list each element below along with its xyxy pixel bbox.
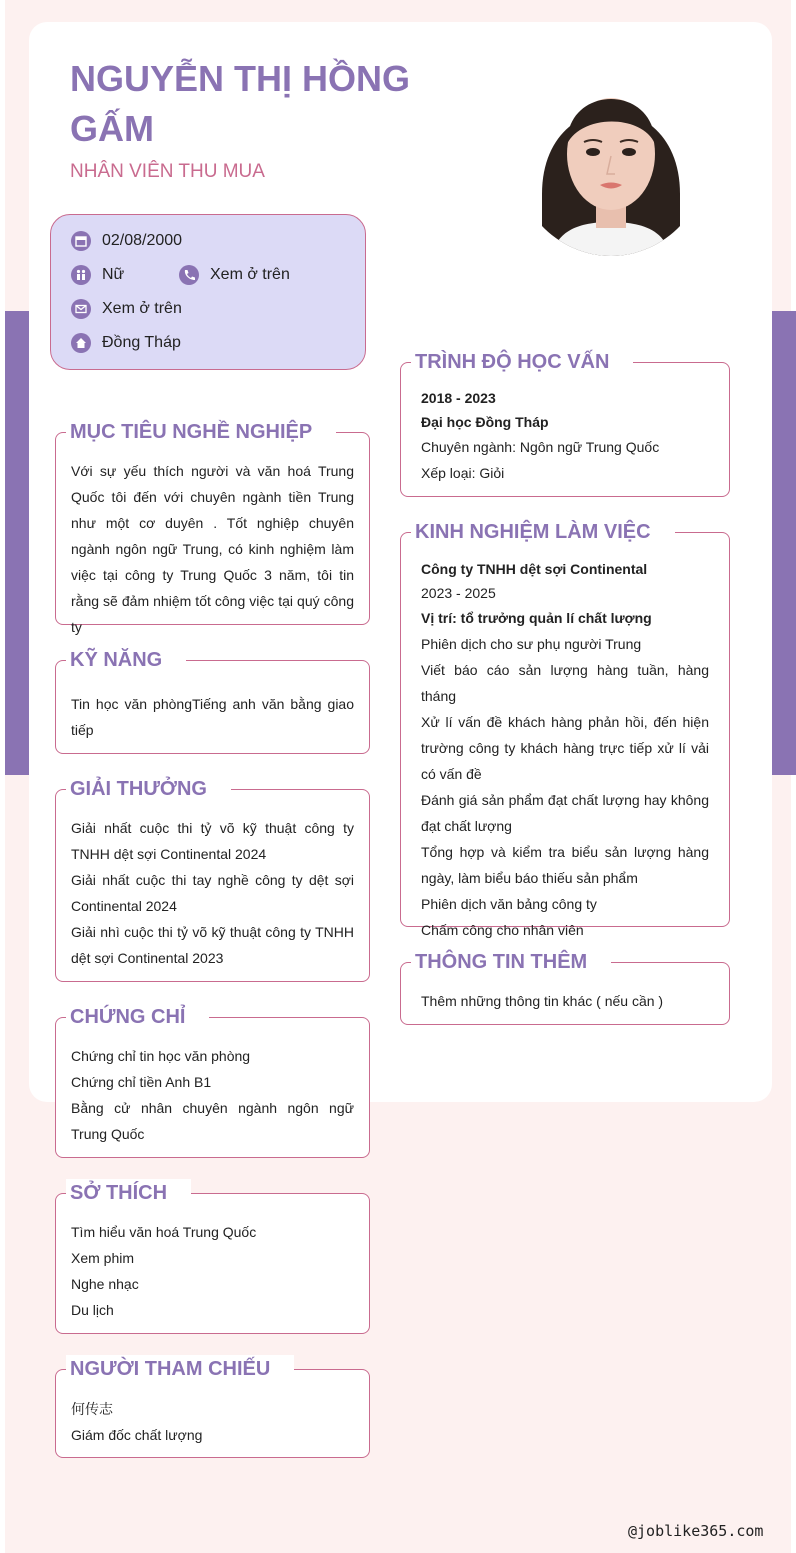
list-item: Du lịch [71,1302,114,1318]
education-section [400,351,730,497]
section-title: THÔNG TIN THÊM [411,948,611,976]
job-position: NHÂN VIÊN THU MUA [70,161,265,182]
list-item: Tìm hiểu văn hoá Trung Quốc [71,1224,257,1240]
section-title: NGƯỜI THAM CHIẾU [66,1355,294,1383]
experience-period: 2023 - 2025 [421,585,496,601]
extra-info-text: Thêm những thông tin khác ( nếu cần ) [421,993,664,1009]
list-item: Xử lí vấn đề khách hàng phản hồi, đến hiện trường công ty khách hàng trực tiếp xử lí vải có vấn đề [421,714,709,782]
reference-name: 何传志 [71,1401,113,1417]
phone-value: Xem ở trên [210,266,290,283]
experience-section [400,521,730,938]
experience-company: Công ty TNHH dệt sợi Continental [421,561,648,577]
birthday-row [71,231,182,251]
objective-section [55,421,370,635]
gender-row [71,265,124,285]
education-school: Đại học Đồng Tháp [421,414,549,430]
home-icon [71,333,91,353]
reference-title: Giám đốc chất lượng [71,1427,203,1443]
list-item: Phiên dịch văn bảng công ty [421,896,597,912]
education-period: 2018 - 2023 [421,390,496,406]
references-section [55,1358,370,1458]
watermark-text: @joblike365.com [628,1522,764,1540]
skills-section [55,649,370,754]
envelope-icon [71,299,91,319]
list-item: Đánh giá sản phẩm đạt chất lượng hay không đạt chất lượng [421,792,709,834]
phone-row [179,265,290,285]
education-major: Chuyên ngành: Ngôn ngữ Trung Quốc [421,439,660,455]
objective-text: Với sự yếu thích người và văn hoá Trung Quốc tôi đến với chuyên ngành tiền Trung như một cơ duyên . Tốt nghiệp chuyên ngành ngôn ngữ Trung, có kinh nghiệm làm việc tại công ty Trung Quốc 3 năm, tôi tin rằng sẽ đảm nhiệm tốt công việc tại quý công ty [71,463,354,635]
section-title: CHỨNG CHỈ [66,1003,209,1031]
list-item: Chứng chỉ tin học văn phòng [71,1048,251,1064]
section-title: GIẢI THƯỞNG [66,775,231,803]
list-item: Viết báo cáo sản lượng hàng tuần, hàng tháng [421,662,709,704]
experience-role: Vị trí: tổ trưởng quản lí chất lượng [421,610,652,626]
gender-value: Nữ [102,266,125,283]
address-row [71,333,181,353]
gender-icon [71,265,91,285]
section-title: SỞ THÍCH [66,1179,191,1207]
list-item: Phiên dịch cho sư phụ người Trung [421,636,642,652]
calendar-icon [71,231,91,251]
list-item: Nghe nhạc [71,1276,139,1292]
skills-text: Tin học văn phòngTiếng anh văn bằng giao tiếp [71,696,354,738]
candidate-name: NGUYỄN THỊ HỒNG GẤM [70,58,411,149]
list-item: Bằng cử nhân chuyên ngành ngôn ngữ Trung Quốc [71,1100,354,1142]
extra-info-section [400,951,730,1025]
list-item: Chấm công cho nhân viên [421,922,584,938]
hobbies-section [55,1182,370,1334]
list-item: Xem phim [71,1250,135,1266]
list-item: Giải nhất cuộc thi tỷ võ kỹ thuật công ty TNHH dệt sợi Continental 2024 [71,820,354,862]
list-item: Giải nhất cuộc thi tay nghề công ty dệt sợi Continental 2024 [71,872,354,914]
section-title: KINH NGHIỆM LÀM VIỆC [411,518,675,546]
email-row [71,299,182,319]
certificates-section [55,1006,370,1158]
birthday-value: 02/08/2000 [102,232,183,249]
list-item: Giải nhì cuộc thi tỷ võ kỹ thuật công ty TNHH dệt sợi Continental 2023 [71,924,354,966]
profile-photo [512,44,710,256]
section-title: KỸ NĂNG [66,646,186,674]
section-title: TRÌNH ĐỘ HỌC VẤN [411,348,633,376]
right-accent-band [772,311,796,775]
address-value: Đồng Tháp [102,334,181,351]
awards-section [55,778,370,982]
list-item: Tổng hợp và kiểm tra biểu sản lượng hàng ngày, làm biểu báo thiếu sản phẩm [421,844,709,886]
email-value: Xem ở trên [102,300,182,317]
section-title: MỤC TIÊU NGHỀ NGHIỆP [66,418,336,446]
phone-icon [179,265,199,285]
list-item: Chứng chỉ tiền Anh B1 [71,1074,212,1090]
education-grade: Xếp loại: Giỏi [421,465,505,481]
